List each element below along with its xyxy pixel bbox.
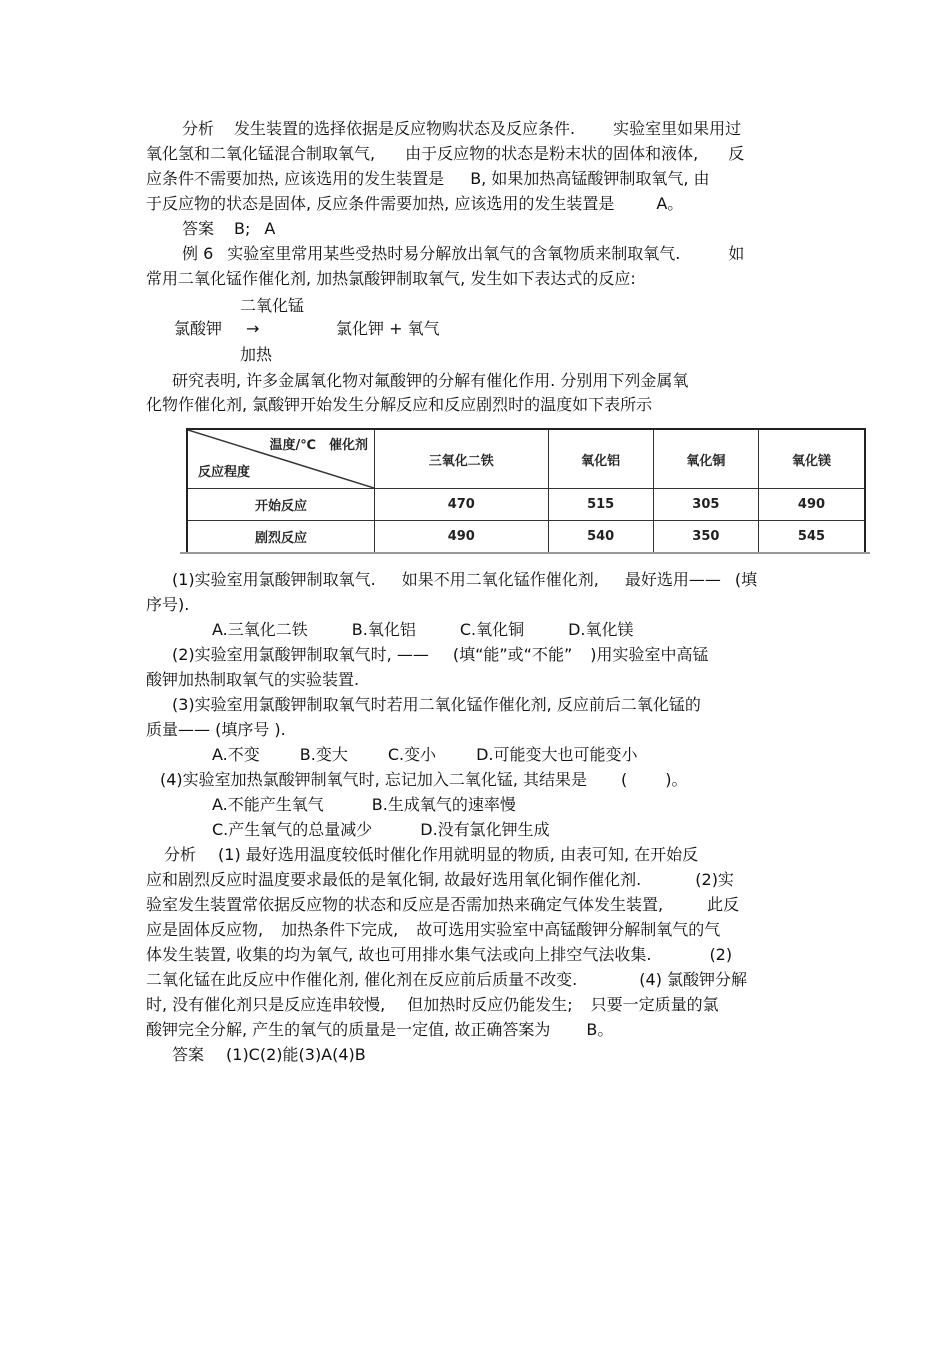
option: D.可能变大也可能变小 xyxy=(476,745,638,764)
text-span: 如 xyxy=(728,244,745,263)
text-span: 此反 xyxy=(707,895,740,914)
text-span: 二氧化锰在此反应中作催化剂, 催化剂在反应前后质量不改变. xyxy=(146,970,578,989)
text-span: (1)C(2)能(3)A(4)B xyxy=(226,1045,366,1064)
equation-reactant: 氯酸钾 xyxy=(174,319,223,338)
question-4-options-1 xyxy=(212,794,516,816)
text-span: 发生装置的选择依据是反应物购状态及反应条件. xyxy=(234,119,576,138)
question-2-line-2: 酸钾加热制取氧气的实验装置. xyxy=(146,670,360,689)
text-span: 例 6 xyxy=(182,244,214,263)
equation-arrow: → xyxy=(246,319,260,338)
option: B.生成氧气的速率慢 xyxy=(371,795,516,814)
option: C.变小 xyxy=(387,745,437,764)
text-span: 但加热时反应仍能发生; xyxy=(407,995,573,1014)
analysis2-line-5 xyxy=(146,944,732,966)
analysis-line-4 xyxy=(146,193,683,215)
text-span: 加热条件下完成, xyxy=(281,920,399,939)
study-line-1: 研究表明, 许多金属氧化物对氟酸钾的分解有催化作用. 分别用下列金属氧 xyxy=(172,371,689,390)
option: A.不能产生氧气 xyxy=(212,795,324,814)
text-span: 只要一定质量的氯 xyxy=(590,995,719,1014)
analysis2-line-4 xyxy=(146,919,720,941)
analysis2-line-1 xyxy=(164,844,698,866)
option: A.三氧化二铁 xyxy=(212,620,308,639)
text-span: 应条件不需要加热, 应该选用的发生装置是 xyxy=(146,169,445,188)
question-2-line-1 xyxy=(172,644,709,666)
text-span: 于反应物的状态是固体, 反应条件需要加热, 应该选用的发生装置是 xyxy=(146,194,615,213)
text-span: (2)实 xyxy=(695,870,734,889)
text-span: (4) 氯酸钾分解 xyxy=(639,970,748,989)
equation-products: 氯化钾 + 氧气 xyxy=(336,319,440,338)
option: C.氧化铜 xyxy=(459,620,525,639)
analysis2-line-7 xyxy=(146,994,719,1016)
table-cell: 490 xyxy=(758,489,865,521)
text-span: 氧化氢和二氧化锰混合制取氧气, xyxy=(146,144,376,163)
text-span: (2)实验室用氯酸钾制取氧气时, —— xyxy=(172,645,429,664)
text-span: 时, 没有催化剂只是反应连串较慢, xyxy=(146,995,386,1014)
text-span: 常用二氧化锰作催化剂, 加热氯酸钾制取氧气, 发生如下表达式的反应: xyxy=(146,269,636,288)
text-span: 答案 xyxy=(172,1045,205,1064)
text-span: 故可选用实验室中高锰酸钾分解制氧气的气 xyxy=(416,920,721,939)
row-label: 开始反应 xyxy=(187,489,375,521)
text-span: 分析 xyxy=(182,119,215,138)
answer-line-2 xyxy=(172,1044,366,1066)
text-span: 应是固体反应物, xyxy=(146,920,264,939)
option: D.氧化镁 xyxy=(568,620,634,639)
column-header: 氧化镁 xyxy=(758,429,865,489)
table-cell: 470 xyxy=(375,489,549,521)
text-span: 最好选用—— xyxy=(624,570,721,589)
analysis2-line-2 xyxy=(146,869,734,891)
text-span: A。 xyxy=(656,194,684,213)
text-span: B; xyxy=(234,219,251,238)
text-span: A xyxy=(264,219,276,238)
corner-label-catalyst: 催化剂 xyxy=(328,438,368,453)
text-span: (1) 最好选用温度较低时催化作用就明显的物质, 由表可知, 在开始反 xyxy=(218,845,699,864)
option: D.没有氯化钾生成 xyxy=(420,820,550,839)
question-3-line-1: (3)实验室用氯酸钾制取氧气时若用二氧化锰作催化剂, 反应前后二氧化锰的 xyxy=(172,695,701,714)
text-span: )用实验室中高锰 xyxy=(590,645,709,664)
text-span: (2) xyxy=(709,945,733,964)
text-span: (填“能”或“不能” xyxy=(452,645,573,664)
table-cell: 515 xyxy=(548,489,653,521)
analysis-line-3 xyxy=(146,168,710,190)
analysis-line-1 xyxy=(182,118,741,140)
question-4-options-2 xyxy=(212,819,550,841)
table-row xyxy=(187,489,865,521)
text-span: 分析 xyxy=(164,845,197,864)
table-cell: 350 xyxy=(653,521,758,553)
equation-catalyst: 二氧化锰 xyxy=(240,296,305,315)
catalyst-temperature-table xyxy=(186,428,866,554)
row-label: 剧烈反应 xyxy=(187,521,375,553)
text-span: 实验室里如果用过 xyxy=(613,119,742,138)
text-span: (1)实验室用氯酸钾制取氧气. xyxy=(172,570,376,589)
question-1-line-1 xyxy=(172,569,757,591)
text-span: 反 xyxy=(728,144,745,163)
column-header: 氧化铝 xyxy=(548,429,653,489)
text-span: 答案 xyxy=(182,219,215,238)
table-cell: 305 xyxy=(653,489,758,521)
example-6-line-1 xyxy=(182,243,744,265)
option: C.产生氧气的总量减少 xyxy=(212,820,373,839)
analysis2-line-6 xyxy=(146,969,747,991)
option: A.不变 xyxy=(212,745,260,764)
corner-label-temperature: 温度/℃ xyxy=(269,438,316,453)
text-span: 由于反应物的状态是粉末状的固体和液体, xyxy=(405,144,699,163)
analysis2-line-8 xyxy=(146,1019,613,1041)
text-span: 验室发生装置常依据反应物的状态和反应是否需加热来确定气体发生装置, xyxy=(146,895,664,914)
table-corner-cell xyxy=(187,429,375,489)
analysis2-line-3 xyxy=(146,894,739,916)
table-cell: 540 xyxy=(548,521,653,553)
column-header: 氧化铜 xyxy=(653,429,758,489)
text-span: 如果不用二氧化锰作催化剂, xyxy=(401,570,599,589)
text-span: B, 如果加热高锰酸钾制取氧气, 由 xyxy=(470,169,710,188)
equation-condition: 加热 xyxy=(240,345,273,364)
question-1-options xyxy=(212,619,634,641)
option: B.氧化铝 xyxy=(351,620,416,639)
table-row xyxy=(187,521,865,553)
text-span: ( xyxy=(621,770,628,789)
question-4-line-1 xyxy=(160,769,688,791)
column-header: 三氧化二铁 xyxy=(375,429,549,489)
question-3-options xyxy=(212,744,638,766)
text-span: )。 xyxy=(665,770,688,789)
table-cell: 490 xyxy=(375,521,549,553)
question-3-line-2: 质量—— (填序号 ). xyxy=(146,720,286,739)
corner-label-degree: 反应程度 xyxy=(198,465,251,480)
question-1-line-2: 序号). xyxy=(146,595,190,614)
example-6-line-2 xyxy=(146,268,636,290)
text-span: 酸钾完全分解, 产生的氧气的质量是一定值, 故正确答案为 xyxy=(146,1020,551,1039)
text-span: B。 xyxy=(586,1020,614,1039)
table-cell: 545 xyxy=(758,521,865,553)
text-span: 应和剧烈反应时温度要求最低的是氧化铜, 故最好选用氧化铜作催化剂. xyxy=(146,870,642,889)
study-line-2: 化物作催化剂, 氯酸钾开始发生分解反应和反应剧烈时的温度如下表所示 xyxy=(146,395,653,414)
table-header-row xyxy=(187,429,865,489)
option: B.变大 xyxy=(299,745,348,764)
text-span: (填 xyxy=(734,570,758,589)
text-span: 实验室里常用某些受热时易分解放出氧气的含氧物质来制取氧气. xyxy=(227,244,681,263)
text-span: (4)实验室加热氯酸钾制氧气时, 忘记加入二氧化锰, 其结果是 xyxy=(160,770,588,789)
text-span: 体发生装置, 收集的均为氧气, 故也可用排水集气法或向上排空气法收集. xyxy=(146,945,652,964)
scan-shadow xyxy=(180,552,870,554)
answer-line-1 xyxy=(182,218,275,240)
analysis-line-2 xyxy=(146,143,744,165)
